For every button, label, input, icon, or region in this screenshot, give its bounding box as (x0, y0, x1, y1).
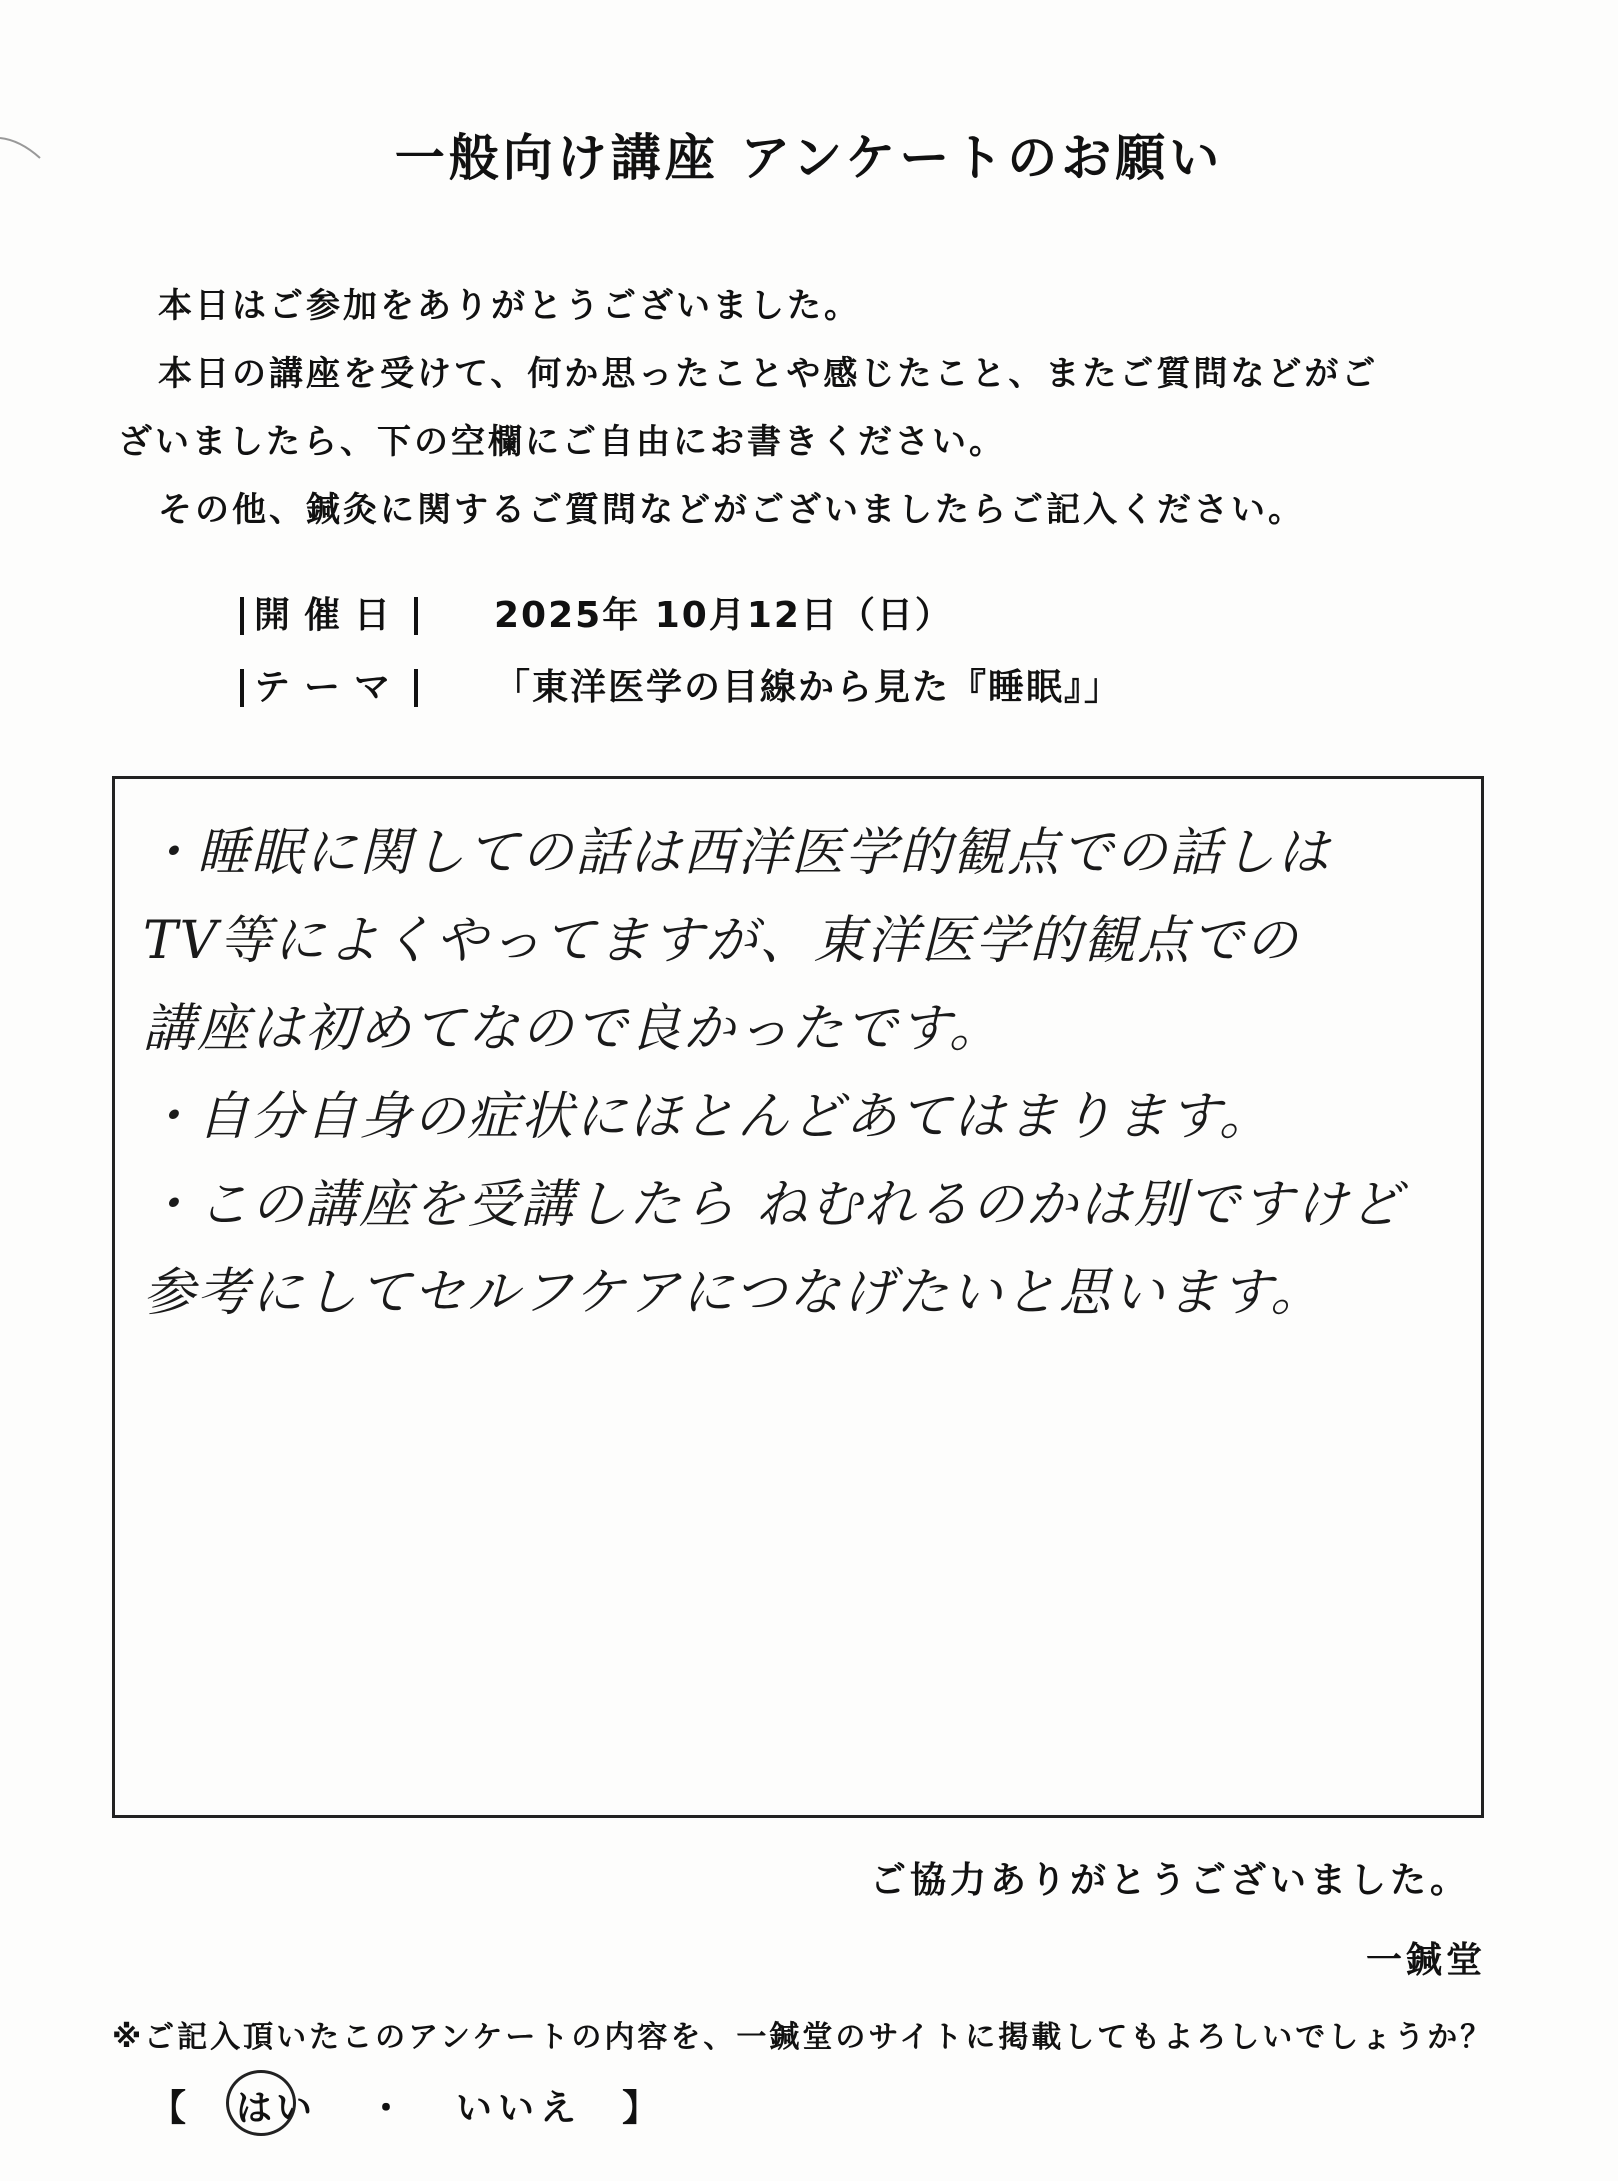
answer-line: ・この講座を受講したら ねむれるのかは別ですけど (143, 1175, 1404, 1235)
label-bar-left (240, 669, 244, 707)
option-yes-label: はい (236, 2088, 317, 2129)
theme-row (230, 652, 1122, 724)
permission-question: ※ご記入頂いたこのアンケートの内容を、一鍼堂のサイトに掲載してもよろしいでしょうか？ (112, 2020, 1494, 2055)
organization-name: 一鍼堂 (1365, 1940, 1486, 1981)
answer-box[interactable] (112, 776, 1484, 1818)
date-label: 開催日 (254, 595, 405, 636)
label-bar-right (414, 669, 418, 707)
intro-line-2: 本日の講座を受けて、何か思ったことや感じたこと、またご質問などがご (158, 354, 1379, 394)
option-no[interactable]: いいえ (456, 2088, 583, 2129)
option-separator: ・ (368, 2088, 405, 2129)
thanks-text: ご協力ありがとうございました。 (869, 1860, 1470, 1901)
intro-line-3: ざいましたら、下の空欄にご自由にお書きください。 (118, 422, 1006, 462)
selected-circle-mark (226, 2070, 296, 2136)
date-row (230, 580, 1122, 652)
bracket-open: 【 (150, 2088, 187, 2129)
intro-line-1: 本日はご参加をありがとうございました。 (158, 286, 861, 326)
theme-value: 「東洋医学の目線から見た『睡眠』」 (494, 667, 1123, 708)
label-bar-right (414, 597, 418, 635)
theme-label-wrap (230, 652, 450, 724)
answer-line: ・自分自身の症状にほとんどあてはまります。 (143, 1087, 1273, 1147)
label-bar-left (240, 597, 244, 635)
event-info (230, 580, 1122, 724)
answer-line: 講座は初めてなので良かったです。 (143, 999, 1003, 1059)
page-title: 一般向け講座 アンケートのお願い (394, 129, 1224, 187)
intro-text (118, 272, 1498, 544)
answer-line: 参考にしてセルフケアにつなげたいと思います。 (143, 1263, 1325, 1323)
answer-line: TV等によくやってますが、東洋医学的観点での (143, 911, 1300, 971)
date-value: 2025年 10月12日（日） (494, 595, 953, 636)
date-label-wrap (230, 580, 450, 652)
answer-line: ・睡眠に関しての話は西洋医学的観点での話しは (143, 823, 1332, 883)
option-yes[interactable] (236, 2080, 316, 2131)
handwritten-answer (143, 809, 1463, 1337)
theme-label: テーマ (254, 667, 405, 708)
permission-choice (150, 2080, 658, 2131)
intro-line-4: その他、鍼灸に関するご質問などがございましたらご記入ください。 (158, 490, 1305, 530)
bracket-close: 】 (622, 2088, 659, 2129)
